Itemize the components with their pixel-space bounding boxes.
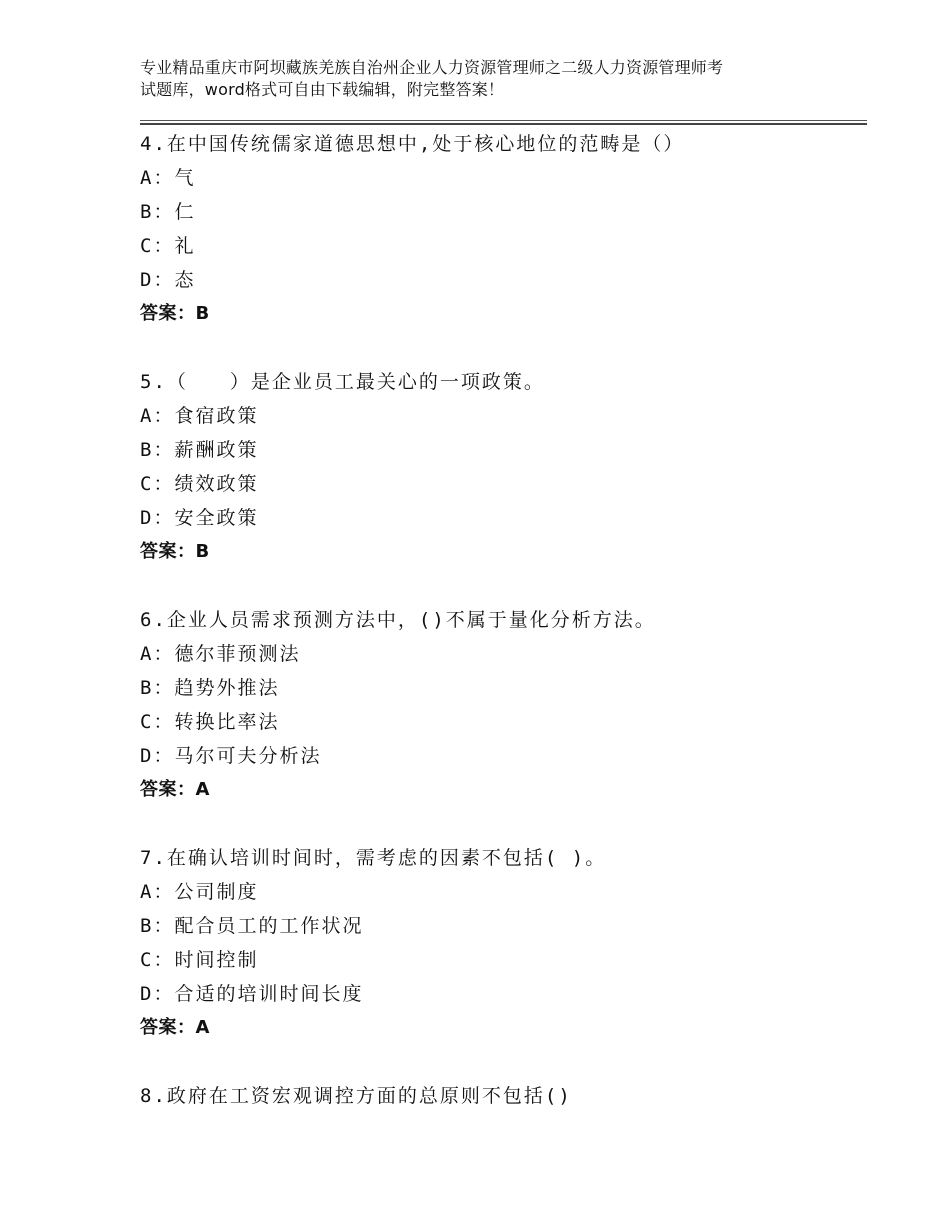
answer-label: 答案：A xyxy=(140,779,210,800)
question-stem: 4.在中国传统儒家道德思想中,处于核心地位的范畴是（） xyxy=(140,133,685,155)
question-stem: 8.政府在工资宏观调控方面的总原则不包括() xyxy=(140,1085,572,1107)
option-a: A：食宿政策 xyxy=(140,405,259,427)
question-8 xyxy=(140,1079,867,1113)
header-line-2: 试题库，word格式可自由下载编辑，附完整答案！ xyxy=(140,80,505,99)
question-stem: 7.在确认培训时间时，需考虑的因素不包括( )。 xyxy=(140,847,607,869)
question-list xyxy=(140,127,867,1113)
question-spacer xyxy=(140,331,867,365)
option-d: D：马尔可夫分析法 xyxy=(140,745,322,767)
option-a: A：公司制度 xyxy=(140,881,259,903)
option-c: C：绩效政策 xyxy=(140,473,259,495)
document-header xyxy=(140,57,840,101)
header-line-1: 专业精品重庆市阿坝藏族羌族自治州企业人力资源管理师之二级人力资源管理师考 xyxy=(140,58,724,77)
question-7 xyxy=(140,841,867,1079)
question-6 xyxy=(140,603,867,841)
answer-label: 答案：B xyxy=(140,541,210,562)
option-c: C：时间控制 xyxy=(140,949,259,971)
option-d: D：安全政策 xyxy=(140,507,259,529)
header-divider-thick xyxy=(140,123,867,125)
question-4 xyxy=(140,127,867,365)
answer-label: 答案：A xyxy=(140,1017,210,1038)
question-stem: 5.（ ）是企业员工最关心的一项政策。 xyxy=(140,371,545,393)
question-spacer xyxy=(140,569,867,603)
option-b: B：趋势外推法 xyxy=(140,677,280,699)
question-spacer xyxy=(140,1045,867,1079)
option-d: D：态 xyxy=(140,269,196,291)
question-spacer xyxy=(140,807,867,841)
option-a: A：德尔菲预测法 xyxy=(140,643,301,665)
option-a: A：气 xyxy=(140,167,196,189)
option-c: C：转换比率法 xyxy=(140,711,280,733)
option-b: B：配合员工的工作状况 xyxy=(140,915,364,937)
question-stem: 6.企业人员需求预测方法中，()不属于量化分析方法。 xyxy=(140,609,656,631)
option-d: D：合适的培训时间长度 xyxy=(140,983,364,1005)
header-divider-thin xyxy=(140,120,867,121)
question-5 xyxy=(140,365,867,603)
option-c: C：礼 xyxy=(140,235,196,257)
option-b: B：仁 xyxy=(140,201,196,223)
option-b: B：薪酬政策 xyxy=(140,439,259,461)
answer-label: 答案：B xyxy=(140,303,210,324)
